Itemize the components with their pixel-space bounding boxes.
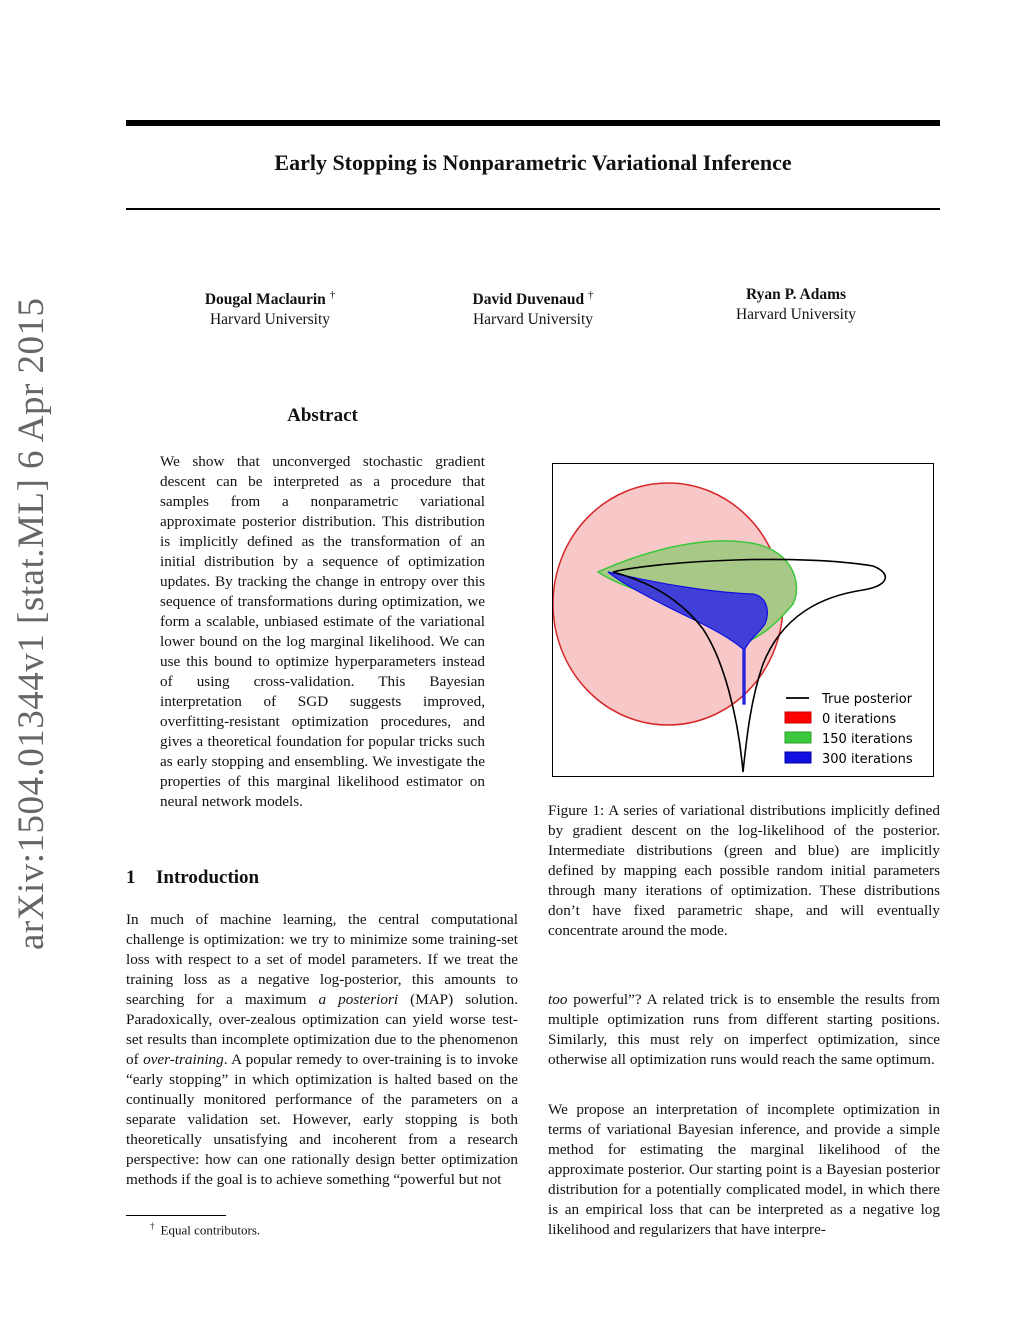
arxiv-identifier: arXiv:1504.01344v1 [stat.ML] 6 Apr 2015: [11, 297, 52, 950]
legend-label: 0 iterations: [822, 712, 897, 727]
footnote-rule: [126, 1215, 226, 1216]
figure-1-plot: [553, 464, 933, 776]
author-name: David Duvenaud: [472, 291, 585, 309]
author-name: Dougal Maclaurin: [204, 291, 326, 309]
author-affiliation: Harvard University: [735, 306, 857, 323]
abstract-heading: Abstract: [287, 405, 358, 426]
introduction-paragraph: [126, 910, 518, 1190]
intro-emphasis: a posteriori: [318, 991, 399, 1008]
right-column-paragraph-2: We propose an interpretation of incomplete optimization in terms of variational Bayesian inference, and provide a simple method for estimating the marginal likelihood of the approximate posterior. Our starting point is a Bayesian posterior distribution for a potentially complicated model, in which there is an empirical loss that can be interpreted as a negative log likelihood and regularizers that have interpre-: [548, 1101, 940, 1238]
section-heading-introduction: [126, 867, 259, 889]
footnote: [150, 1221, 260, 1238]
abstract-text: We show that unconverged stochastic gradient descent can be interpreted as a procedure that samples from a nonparametric variational approximate posterior distribution. This distribution is implicitly defined as the transformation of an initial distribution by a sequence of optimization updates. By tracking the change in entropy over this sequence of transformations during optimization, we form a scalable, unbiased estimate of the variational lower bound on the log marginal likelihood. We can use this bound to optimize hyperparameters instead of using cross-validation. This Bayesian interpretation of SGD suggests improved, overfitting-resistant optimization procedures, and gives a theoretical foundation for popular tricks such as early stopping and ensembling. We investigate the properties of this marginal likelihood estimator on neural network models.: [160, 453, 485, 810]
title-rule-bottom: [126, 208, 940, 210]
figure-1-caption: Figure 1: A series of variational distributions implicitly defined by gradient descent on the log-likelihood of the posterior. Intermediate distributions (green and blue) are implicitly defined by mapping each possible random initial parameters through many iterations of optimization. These distributions don’t have fixed parametric shape, and will eventually concentrate around the mode.: [548, 802, 940, 939]
author-3: [666, 285, 926, 325]
legend-swatch-0-iterations: [785, 712, 811, 723]
intro-emphasis: over-training: [143, 1051, 224, 1068]
footnote-mark: †: [150, 1221, 155, 1231]
figure-1: [552, 463, 934, 777]
intro-text-part: In much of machine learning, the central computational challenge is optimization: we try to minimize some training-set loss with respect to a set of model parameters. If we treat the training loss as a negative log-posterior, this amounts to searching for a maximum: [126, 911, 518, 1008]
paragraph-text: powerful”? A related trick is to ensemble the results from multiple optimization runs from different starting positions. Similarly, this must rely on imperfect optimization, since otherwise all optimization runs would reach the same optimum.: [548, 991, 940, 1068]
legend-label: True posterior: [822, 692, 913, 707]
intro-text-part: . A popular remedy to over-training is to invoke “early stopping” in which optimization is halted based on the continually monitored performance of the parameters on a separate validation set. However, early stopping is both theoretically unsatisfying and incoherent from a research perspective: how can one rationally design better optimization methods if the goal is to achieve something “powerful but not: [126, 1051, 519, 1188]
right-column-paragraph-1: [548, 990, 940, 1070]
author-name: Ryan P. Adams: [745, 286, 847, 303]
author-affiliation: Harvard University: [209, 311, 331, 329]
section-number: 1: [126, 867, 136, 888]
title-rule-top: [126, 120, 940, 126]
legend-swatch-150-iterations: [785, 732, 811, 743]
paper-title: Early Stopping is Nonparametric Variational Inference: [274, 150, 792, 175]
legend-label: 300 iterations: [822, 752, 913, 767]
intro-text-part: (MAP) solution. Paradoxically, over-zealous optimization can yield worse test-set results than incomplete optimization due to the phenomenon of: [126, 991, 518, 1068]
legend-label: 150 iterations: [822, 732, 913, 747]
author-mark: †: [329, 289, 336, 301]
footnote-text: Equal contributors.: [160, 1222, 261, 1238]
paragraph-emphasis: too: [548, 991, 568, 1008]
author-2: [403, 285, 663, 330]
section-title: Introduction: [156, 867, 260, 888]
author-mark: †: [587, 289, 594, 301]
author-affiliation: Harvard University: [472, 311, 594, 329]
figure-legend: [785, 692, 913, 767]
legend-swatch-300-iterations: [785, 752, 811, 763]
author-1: [140, 285, 400, 330]
